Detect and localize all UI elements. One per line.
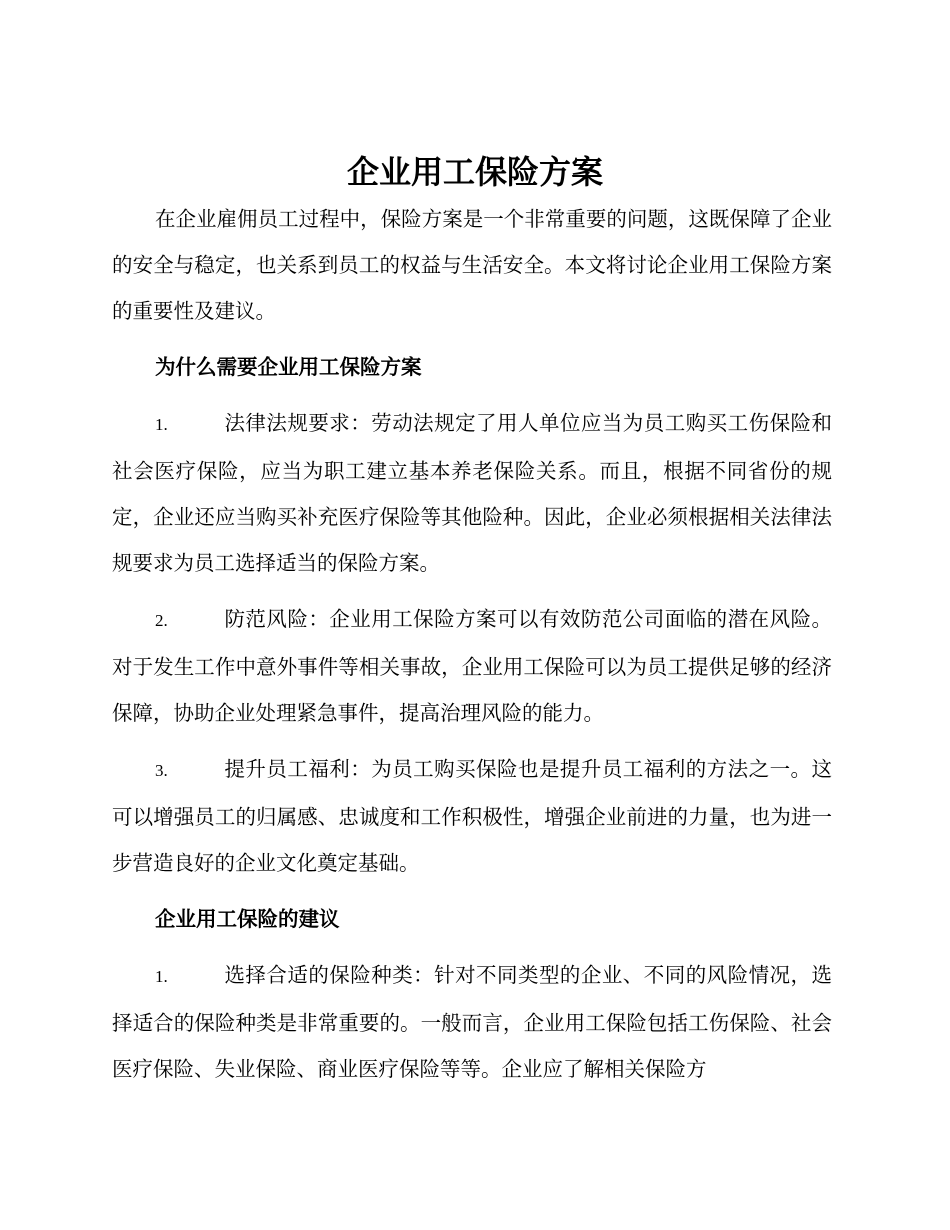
section-heading-why: 为什么需要企业用工保险方案	[155, 355, 422, 379]
list-item-text: 法律法规要求：劳动法规定了用人单位应当为员工购买工伤保险和社会医疗保险，应当为职工建立基本养老保险关系。而且，根据不同省份的规定，企业还应当购买补充医疗保险等其他险种。因此，企业必须根据相关法律法规要求为员工选择适当的保险方案。	[112, 411, 832, 575]
section-heading-advice: 企业用工保险的建议	[155, 907, 340, 931]
list-item-text: 选择合适的保险种类：针对不同类型的企业、不同的风险情况，选择适合的保险种类是非常重要的。一般而言，企业用工保险包括工伤保险、社会医疗保险、失业保险、商业医疗保险等等。企业应了解相关保险方	[112, 963, 832, 1081]
list-item-number: 1.	[155, 967, 168, 986]
list-item	[112, 596, 832, 736]
list-item-text: 提升员工福利：为员工购买保险也是提升员工福利的方法之一。这可以增强员工的归属感、忠诚度和工作积极性，增强企业前进的力量，也为进一步营造良好的企业文化奠定基础。	[112, 757, 832, 875]
document-title: 企业用工保险方案	[346, 153, 603, 191]
list-item-text: 防范风险：企业用工保险方案可以有效防范公司面临的潜在风险。对于发生工作中意外事件等相关事故，企业用工保险可以为员工提供足够的经济保障，协助企业处理紧急事件，提高治理风险的能力。	[112, 607, 832, 725]
list-item-number: 1.	[155, 415, 168, 434]
document-body	[112, 196, 832, 1092]
list-item-number: 3.	[155, 761, 168, 780]
list-item	[112, 400, 832, 586]
list-item	[112, 952, 832, 1092]
list-item-number: 2.	[155, 611, 168, 630]
list-item	[112, 746, 832, 886]
intro-paragraph: 在企业雇佣员工过程中，保险方案是一个非常重要的问题，这既保障了企业的安全与稳定，也关系到员工的权益与生活安全。本文将讨论企业用工保险方案的重要性及建议。	[112, 207, 832, 323]
